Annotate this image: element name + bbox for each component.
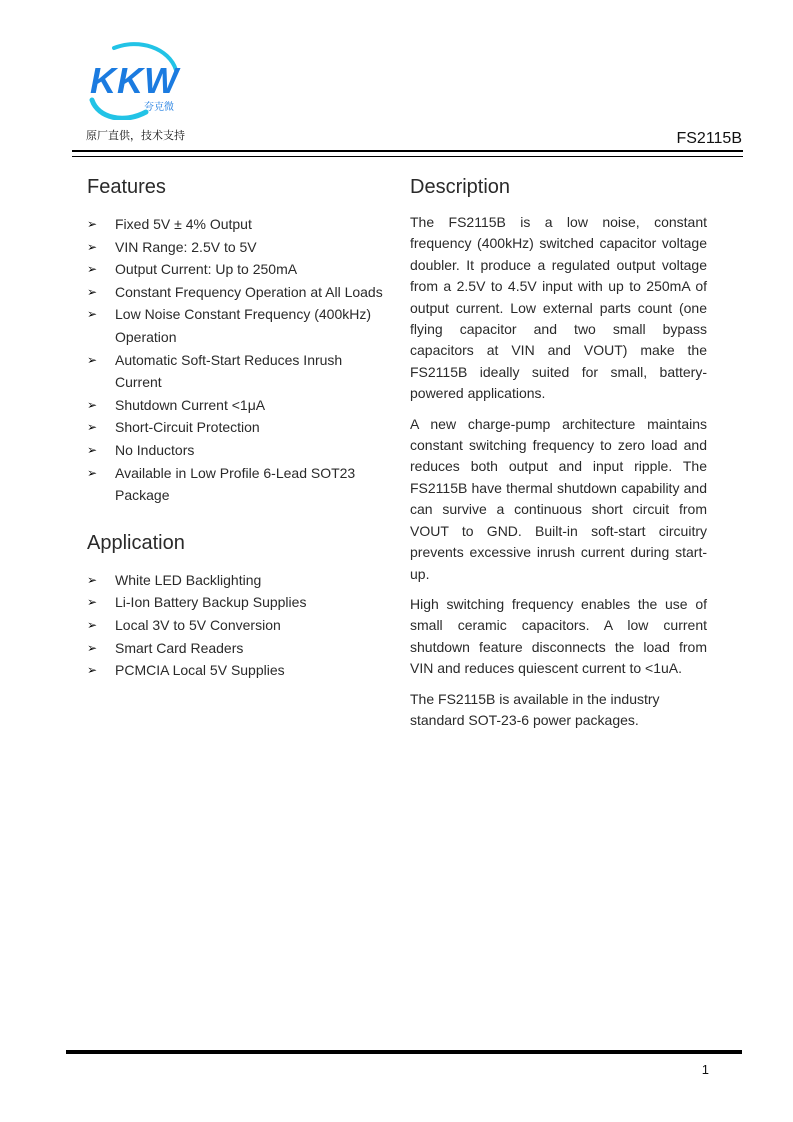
description-title: Description (410, 176, 511, 198)
list-item: ➢ Available in Low Profile 6-Lead SOT23 Package (87, 462, 387, 507)
right-column (410, 176, 707, 740)
arrow-bullet-icon: ➢ (87, 595, 98, 610)
list-item: ➢ VIN Range: 2.5V to 5V (87, 236, 387, 259)
left-column (87, 176, 387, 682)
arrow-bullet-icon: ➢ (87, 307, 98, 322)
list-item: ➢ Smart Card Readers (87, 637, 387, 660)
arrow-bullet-icon: ➢ (87, 284, 98, 299)
application-list (87, 569, 387, 682)
list-item: ➢ Short-Circuit Protection (87, 416, 387, 439)
tagline: 原厂直供，技术支持 (86, 129, 185, 142)
list-item: ➢ White LED Backlighting (87, 569, 387, 592)
part-number: FS2115B (676, 130, 742, 147)
arrow-bullet-icon: ➢ (87, 420, 98, 435)
page-number: 1 (701, 1062, 709, 1077)
list-item: ➢ Li-Ion Battery Backup Supplies (87, 591, 387, 614)
arrow-bullet-icon: ➢ (87, 262, 98, 277)
description-paragraph: The FS2115B is available in the industry standard SOT-23-6 power packages. (410, 690, 660, 728)
arrow-bullet-icon: ➢ (87, 640, 98, 655)
application-title: Application (87, 531, 185, 554)
logo-subtitle: 夸克微 (144, 102, 174, 113)
list-item: ➢ No Inductors (87, 439, 387, 462)
list-item: ➢ Low Noise Constant Frequency (400kHz) Operation (87, 303, 387, 348)
arrow-bullet-icon: ➢ (87, 239, 98, 254)
arrow-bullet-icon: ➢ (87, 352, 98, 367)
list-item: ➢ Fixed 5V ± 4% Output (87, 213, 387, 236)
arrow-bullet-icon: ➢ (87, 465, 98, 480)
list-item: ➢ Constant Frequency Operation at All Loads (87, 281, 387, 304)
company-logo (84, 40, 194, 120)
list-item: ➢ PCMCIA Local 5V Supplies (87, 659, 387, 682)
header-rule-thin (72, 156, 743, 157)
logo-text: KKW (90, 60, 179, 101)
description-paragraph: The FS2115B is a low noise, constant frequency (400kHz) switched capacitor voltage doubler. It produce a regulated output voltage from a 2.5V to 4.5V input with up to 250mA of output current. Low external parts count (one flying capacitor and two small bypass capacitors at VIN and VOUT) make the FS2115B ideally suited for small, battery-powered applications. (410, 214, 707, 402)
header-rule (72, 150, 743, 152)
arrow-bullet-icon: ➢ (87, 442, 98, 457)
arrow-bullet-icon: ➢ (87, 617, 98, 632)
features-title: Features (87, 176, 166, 198)
arrow-bullet-icon: ➢ (87, 397, 98, 412)
footer-rule (66, 1050, 742, 1054)
description-paragraph: High switching frequency enables the use of small ceramic capacitors. A low current shutdown feature disconnects the load from VIN and reduces quiescent current to <1uA. (410, 595, 707, 677)
arrow-bullet-icon: ➢ (87, 663, 98, 678)
list-item: ➢ Local 3V to 5V Conversion (87, 614, 387, 637)
list-item: ➢ Output Current: Up to 250mA (87, 258, 387, 281)
features-list (87, 213, 387, 507)
description-paragraph: A new charge-pump architecture maintains constant switching frequency to zero load and reduces both output and input ripple. The FS2115B have thermal shutdown capability and can survive a continuous short circuit from VOUT to GND. Built-in soft-start circuitry prevents excessive inrush current during start-up. (410, 415, 707, 582)
arrow-bullet-icon: ➢ (87, 572, 98, 587)
list-item: ➢ Shutdown Current <1μA (87, 394, 387, 417)
arrow-bullet-icon: ➢ (87, 217, 98, 231)
list-item: ➢ Automatic Soft-Start Reduces Inrush Current (87, 349, 387, 394)
